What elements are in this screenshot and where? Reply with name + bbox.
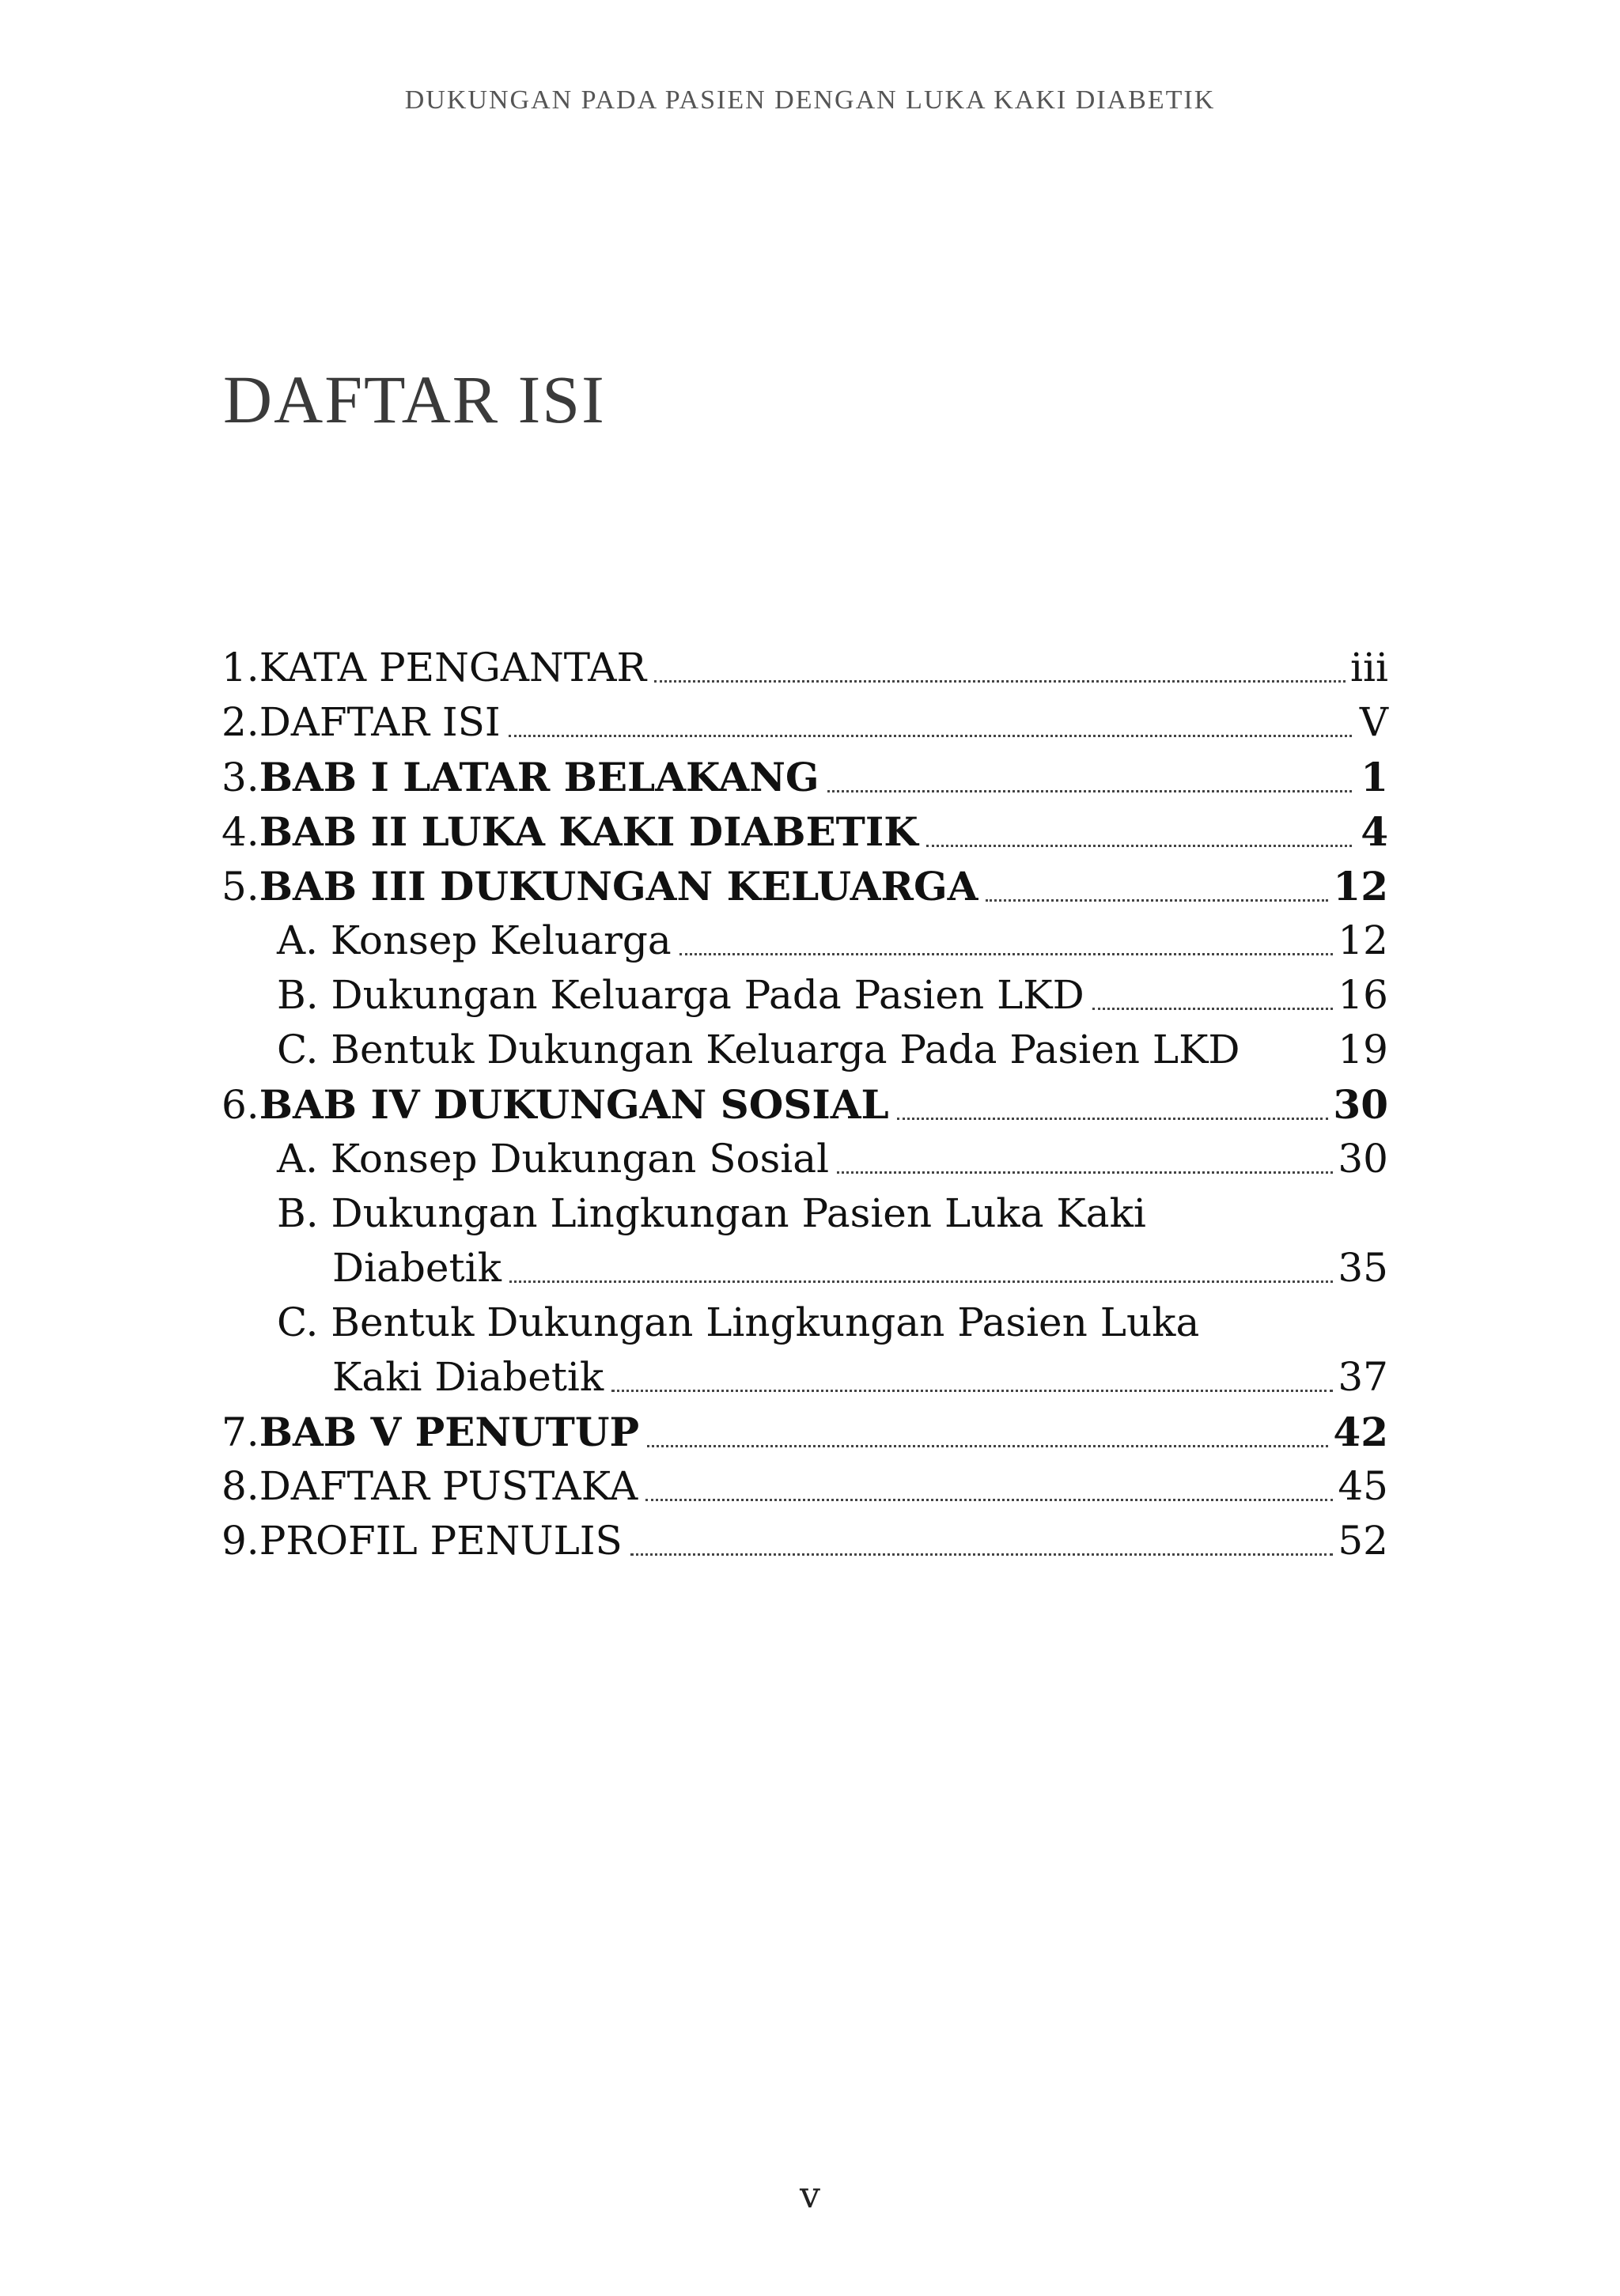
toc-entry-number: 3. — [221, 755, 259, 800]
dot-leader — [654, 679, 1346, 683]
toc-entry-kata-pengantar[interactable] — [221, 641, 1388, 695]
toc-entry-label: A. Konsep Keluarga — [277, 917, 672, 963]
dot-leader — [645, 1498, 1333, 1501]
page-number: v — [800, 2173, 820, 2216]
toc-entry-number: 8. — [221, 1463, 259, 1509]
dot-leader — [837, 1171, 1333, 1174]
dot-leader — [611, 1389, 1333, 1392]
toc-entry-label: BAB V PENUTUP — [259, 1409, 640, 1455]
toc-entry-number: 7. — [221, 1409, 259, 1455]
toc-entry-bab-4[interactable] — [221, 1077, 1388, 1132]
toc-entry-page: 30 — [1333, 1081, 1388, 1128]
toc-entry-bab-2[interactable] — [221, 804, 1388, 859]
running-header: DUKUNGAN PADA PASIEN DENGAN LUKA KAKI DIABETIK — [404, 85, 1216, 115]
toc-entry-number: 6. — [221, 1082, 259, 1128]
toc-entry-number: 4. — [221, 809, 259, 855]
toc-entry-label: BAB II LUKA KAKI DIABETIK — [259, 808, 918, 855]
toc-entry-daftar-pustaka[interactable] — [221, 1459, 1388, 1514]
toc-entry-bab-5[interactable] — [221, 1405, 1388, 1459]
toc-entry-label: BAB I LATAR BELAKANG — [259, 754, 819, 800]
page-title: DAFTAR ISI — [223, 361, 606, 437]
toc-entry-label: Kaki Diabetik — [332, 1354, 604, 1400]
dot-leader — [986, 898, 1328, 902]
toc-entry-page: 12 — [1338, 917, 1388, 963]
dot-leader — [827, 789, 1352, 792]
toc-entry-daftar-isi[interactable] — [221, 695, 1388, 750]
toc-entry-page: 37 — [1338, 1354, 1388, 1400]
toc-entry-bab-3[interactable] — [221, 859, 1388, 913]
toc-entry-page: 4 — [1361, 808, 1388, 855]
dot-leader — [897, 1117, 1329, 1120]
toc-entry-page: iii — [1350, 645, 1388, 690]
toc-entry-label: DAFTAR PUSTAKA — [259, 1463, 638, 1509]
toc-entry-label: PROFIL PENULIS — [259, 1518, 623, 1564]
toc-entry-label: BAB IV DUKUNGAN SOSIAL — [259, 1081, 889, 1128]
table-of-contents — [221, 641, 1388, 1568]
toc-entry-page: 42 — [1333, 1409, 1388, 1455]
toc-entry-bentuk-dukungan-lingkungan[interactable] — [221, 1296, 1388, 1350]
dot-leader — [679, 952, 1334, 955]
toc-entry-page: 16 — [1338, 972, 1388, 1018]
toc-entry-page: 12 — [1333, 863, 1388, 910]
dot-leader — [926, 844, 1352, 847]
toc-entry-dukungan-lingkungan[interactable] — [221, 1186, 1388, 1241]
toc-entry-profil-penulis[interactable] — [221, 1514, 1388, 1568]
toc-entry-label: C. Bentuk Dukungan Keluarga Pada Pasien LKD — [277, 1027, 1240, 1072]
toc-entry-page: 1 — [1361, 754, 1388, 800]
dot-leader — [1092, 1007, 1334, 1010]
dot-leader — [647, 1444, 1328, 1447]
toc-entry-konsep-keluarga[interactable] — [221, 913, 1388, 968]
dot-leader — [630, 1553, 1334, 1556]
dot-leader — [509, 1280, 1334, 1283]
toc-entry-page: 30 — [1338, 1136, 1388, 1182]
toc-entry-number: 2. — [221, 699, 259, 745]
toc-entry-konsep-dukungan-sosial[interactable] — [221, 1132, 1388, 1186]
toc-entry-bentuk-dukungan-lingkungan-continued[interactable] — [221, 1350, 1388, 1405]
dot-leader — [509, 734, 1352, 737]
toc-entry-label: A. Konsep Dukungan Sosial — [277, 1136, 830, 1182]
toc-entry-label: DAFTAR ISI — [259, 699, 501, 745]
toc-entry-number: 5. — [221, 864, 259, 910]
toc-entry-page: V — [1359, 699, 1388, 745]
toc-entry-label: Diabetik — [332, 1245, 502, 1291]
toc-entry-bentuk-dukungan-keluarga[interactable] — [221, 1023, 1388, 1077]
toc-entry-label: KATA PENGANTAR — [259, 645, 647, 690]
toc-entry-bab-1[interactable] — [221, 750, 1388, 804]
toc-entry-label: BAB III DUKUNGAN KELUARGA — [259, 863, 978, 910]
toc-entry-number: 9. — [221, 1518, 259, 1564]
toc-entry-label: C. Bentuk Dukungan Lingkungan Pasien Luka — [277, 1299, 1200, 1345]
toc-entry-dukungan-keluarga[interactable] — [221, 968, 1388, 1023]
toc-entry-page: 45 — [1338, 1463, 1388, 1509]
toc-entry-label: B. Dukungan Keluarga Pada Pasien LKD — [277, 972, 1084, 1018]
toc-entry-number: 1. — [221, 645, 259, 690]
toc-entry-dukungan-lingkungan-continued[interactable] — [221, 1241, 1388, 1296]
toc-entry-page: 19 — [1338, 1027, 1388, 1072]
toc-entry-page: 52 — [1338, 1518, 1388, 1564]
toc-entry-label: B. Dukungan Lingkungan Pasien Luka Kaki — [277, 1190, 1146, 1236]
toc-entry-page: 35 — [1338, 1245, 1388, 1291]
